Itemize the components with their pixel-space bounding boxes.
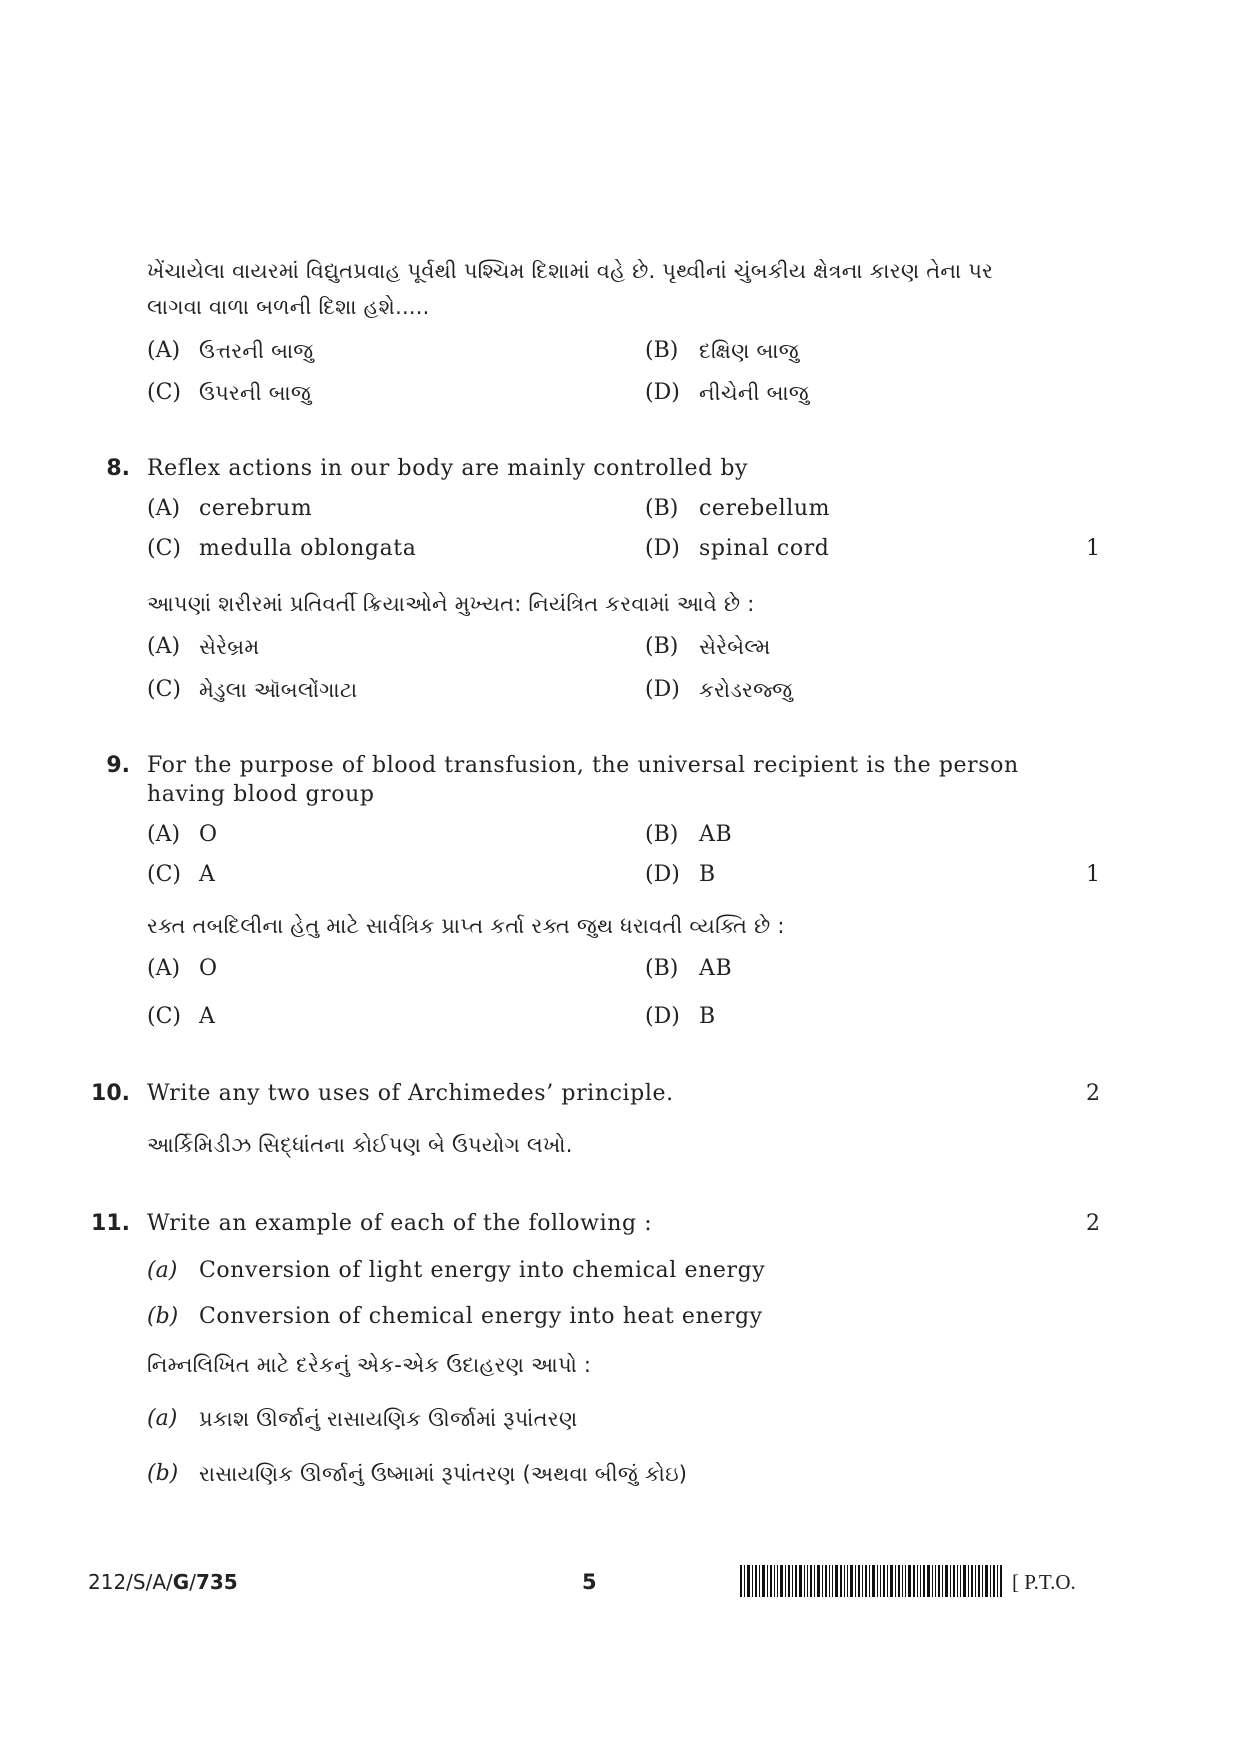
q9-guj-option-b: AB <box>699 956 733 981</box>
paper-code <box>88 1570 238 1594</box>
q9-marks: 1 <box>1086 862 1100 887</box>
q7-guj-option-b-label: (B) <box>645 338 679 363</box>
paper-code-sep: / <box>189 1570 196 1594</box>
q8-marks: 1 <box>1086 536 1100 561</box>
q7-guj-option-d: નીચેની બાજુ <box>699 381 809 405</box>
q11-marks: 2 <box>1086 1211 1100 1236</box>
q8-option-a-label: (A) <box>147 496 181 521</box>
barcode-image <box>740 1565 1002 1597</box>
q8-guj-option-a-label: (A) <box>147 634 181 659</box>
q9-option-b-label: (B) <box>645 822 679 847</box>
pto-label: [ P.T.O. <box>1012 1570 1076 1594</box>
q11-number: 11. <box>91 1211 130 1236</box>
q8-guj-stem: આપણાં શરીરમાં પ્રતિવર્તી ક્રિયાઓને મુખ્યત: નિયંત્રિત કરવામાં આવે છે : <box>147 592 755 616</box>
q9-option-c: A <box>199 862 216 887</box>
q11-stem: Write an example of each of the following : <box>147 1211 653 1236</box>
q10-guj-stem: આર્કિમિડીઝ સિદ્ધાંતના કોઈપણ બે ઉપયોગ લખો. <box>147 1133 573 1157</box>
q11-part-a: Conversion of light energy into chemical energy <box>199 1258 766 1283</box>
q9-option-a: O <box>199 822 218 847</box>
q8-option-b-label: (B) <box>645 496 679 521</box>
q11-guj-part-b: રાસાયણિક ઊર્જાનું ઉષ્મામાં રૂપાંતરણ (અથવા બીજું કોઇ) <box>199 1462 688 1486</box>
q8-option-b: cerebellum <box>699 496 831 521</box>
paper-code-number: 735 <box>195 1570 238 1594</box>
q7-guj-stem-line1: ખેંચાયેલા વાયરમાં વિદ્યુતપ્રવાહ પૂર્વથી પશ્ચિમ દિશામાં વહે છે. પૃથ્વીનાં ચુંબકીય ક્ષેત્રના કારણ તેના પર <box>147 259 994 283</box>
q7-guj-option-d-label: (D) <box>645 380 680 405</box>
q9-stem-line1: For the purpose of blood transfusion, the universal recipient is the person <box>147 753 1019 778</box>
q9-guj-option-c-label: (C) <box>147 1004 181 1029</box>
q9-guj-option-a: O <box>199 956 218 981</box>
q7-guj-option-c-label: (C) <box>147 380 181 405</box>
paper-code-prefix: 212/S/A/ <box>88 1570 173 1594</box>
q9-option-d-label: (D) <box>645 862 680 887</box>
q8-option-a: cerebrum <box>199 496 313 521</box>
q9-guj-option-d-label: (D) <box>645 1004 680 1029</box>
q9-guj-stem: રક્ત તબદિલીના હેતુ માટે સાર્વત્રિક પ્રાપ્ત કર્તા રક્ત જુથ ધરાવતી વ્યક્તિ છે : <box>147 914 785 938</box>
q11-guj-part-b-label: (b) <box>147 1461 179 1486</box>
q10-stem: Write any two uses of Archimedes’ principle. <box>147 1081 674 1106</box>
q8-option-d-label: (D) <box>645 536 680 561</box>
q9-guj-option-c: A <box>199 1004 216 1029</box>
q9-option-a-label: (A) <box>147 822 181 847</box>
q11-part-b: Conversion of chemical energy into heat energy <box>199 1304 763 1329</box>
q11-guj-part-a-label: (a) <box>147 1406 178 1431</box>
q8-guj-option-b-label: (B) <box>645 634 679 659</box>
q8-option-c: medulla oblongata <box>199 536 417 561</box>
q11-part-b-label: (b) <box>147 1304 179 1329</box>
q10-marks: 2 <box>1086 1081 1100 1106</box>
q9-stem-line2: having blood group <box>147 782 375 807</box>
q10-number: 10. <box>91 1081 130 1106</box>
q8-number: 8. <box>106 456 130 481</box>
q7-guj-stem-line2: લાગવા વાળા બળની દિશા હશે..... <box>147 295 430 319</box>
q9-option-b: AB <box>699 822 733 847</box>
q9-option-c-label: (C) <box>147 862 181 887</box>
q8-guj-option-b: સેરેબેલ્મ <box>699 635 771 659</box>
page-number: 5 <box>582 1570 597 1594</box>
q8-guj-option-d-label: (D) <box>645 677 680 702</box>
q8-guj-option-c-label: (C) <box>147 677 181 702</box>
q9-guj-option-d: B <box>699 1004 716 1029</box>
paper-code-set: G <box>172 1570 190 1594</box>
q9-guj-option-b-label: (B) <box>645 956 679 981</box>
q8-guj-option-c: મેડુલા ઑબલોંગાટા <box>199 678 358 702</box>
q8-guj-option-a: સેરેબ્રમ <box>199 635 260 659</box>
q8-stem: Reflex actions in our body are mainly controlled by <box>147 456 749 481</box>
q9-guj-option-a-label: (A) <box>147 956 181 981</box>
q11-guj-part-a: પ્રકાશ ઊર્જાનું રાસાયણિક ઊર્જામાં રૂપાંતરણ <box>199 1407 578 1431</box>
q7-guj-option-a-label: (A) <box>147 338 181 363</box>
q9-number: 9. <box>106 753 130 778</box>
q8-option-c-label: (C) <box>147 536 181 561</box>
q11-part-a-label: (a) <box>147 1258 178 1283</box>
q9-option-d: B <box>699 862 716 887</box>
q7-guj-option-c: ઉપરની બાજુ <box>199 381 311 405</box>
q11-guj-stem: નિમ્નલિખિત માટે દરેકનું એક-એક ઉદાહરણ આપો : <box>147 1353 592 1377</box>
q8-guj-option-d: કરોડરજ્જુ <box>699 678 793 702</box>
q8-option-d: spinal cord <box>699 536 830 561</box>
q7-guj-option-b: દક્ષિણ બાજુ <box>699 339 799 363</box>
q7-guj-option-a: ઉત્તરની બાજુ <box>199 339 314 363</box>
